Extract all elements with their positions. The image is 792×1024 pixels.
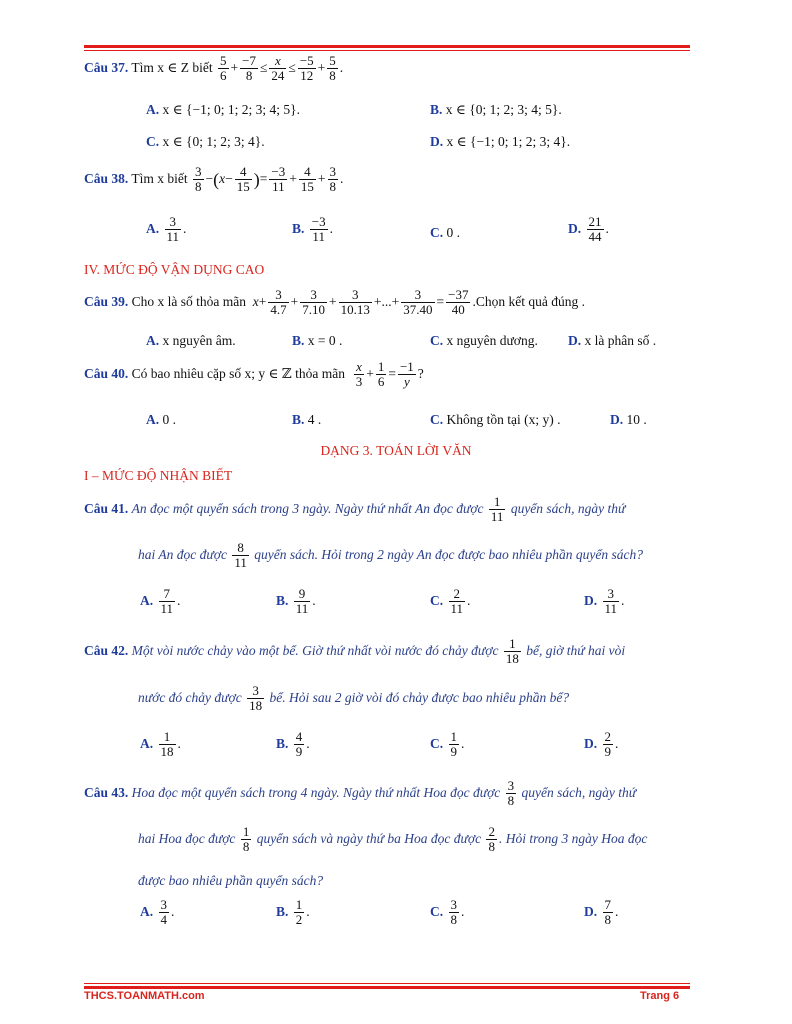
question-43-line-1: Câu 43. Hoa đọc một quyển sách trong 4 ngày. Ngày thứ nhất Hoa đọc được $\frac{3}{8}$ quyển sách, ngày thứ <box>84 778 637 809</box>
section-heading-iv: IV. MỨC ĐỘ VẬN DỤNG CAO <box>84 262 265 277</box>
q40-option-d[interactable]: D. 10 . <box>610 412 647 427</box>
q37-option-d[interactable]: D. x ∈ {−1; 0; 1; 2; 3; 4}. <box>430 134 571 149</box>
question-41-line-1: Câu 41. An đọc một quyển sách trong 3 ngày. Ngày thứ nhất An đọc được $\frac{1}{11}$ quyển sách, ngày thứ <box>84 494 626 525</box>
section-heading-dang-3: DẠNG 3. TOÁN LỜI VĂN <box>320 443 472 458</box>
q39-option-c[interactable]: C. x nguyên dương. <box>430 333 538 348</box>
q43-option-c[interactable]: C. $\frac{3}{8}$ . <box>430 897 465 928</box>
q39-option-b[interactable]: B. x = 0 . <box>292 333 343 348</box>
q41-option-d[interactable]: D. $\frac{3}{11}$ . <box>584 586 625 617</box>
question-41-line-2: hai An đọc được $\frac{8}{11}$ quyển sách. Hỏi trong 2 ngày An đọc được bao nhiêu phần quyển sách? <box>138 540 643 571</box>
question-40: Câu 40. Có bao nhiêu cặp số x; y ∈ ℤ thỏa mãn $\frac{x}{3}$ + $\frac{1}{6}$ = $\frac{-1}{y}$ ? <box>84 359 424 390</box>
q39-option-d[interactable]: D. x là phân số . <box>568 333 657 348</box>
q41-option-a[interactable]: A. $\frac{7}{11}$ . <box>140 586 181 617</box>
q41-option-b[interactable]: B. $\frac{9}{11}$ . <box>276 586 316 617</box>
q38-option-a[interactable]: A. $\frac{3}{11}$ . <box>146 214 187 245</box>
q40-option-b[interactable]: B. 4 . <box>292 412 322 427</box>
question-43-line-3: được bao nhiêu phần quyển sách? <box>138 873 324 888</box>
q40-option-a[interactable]: A. 0 . <box>146 412 176 427</box>
bottom-rule <box>84 986 690 989</box>
question-38: Câu 38. Tìm x biết $\frac{3}{8}$ −(x− $\frac{4}{15}$ )= $\frac{-3}{11}$ + $\frac{4}{15}$ + $\frac{3}{8}$ . <box>84 164 344 195</box>
q43-option-a[interactable]: A. $\frac{3}{4}$ . <box>140 897 175 928</box>
q37-option-a[interactable]: A. x ∈ {−1; 0; 1; 2; 3; 4; 5}. <box>146 102 300 117</box>
question-43-line-2: hai Hoa đọc được $\frac{1}{8}$ quyển sách và ngày thứ ba Hoa đọc được $\frac{2}{8}$ . Hỏi trong 3 ngày Hoa đọc <box>138 824 648 855</box>
section-heading-i: I – MỨC ĐỘ NHẬN BIẾT <box>84 468 233 483</box>
q41-option-c[interactable]: C. $\frac{2}{11}$ . <box>430 586 471 617</box>
q38-option-b[interactable]: B. $\frac{-3}{11}$ . <box>292 214 333 245</box>
q42-option-a[interactable]: A. $\frac{1}{18}$ . <box>140 729 181 760</box>
q42-option-b[interactable]: B. $\frac{4}{9}$ . <box>276 729 310 760</box>
q39-option-a[interactable]: A. x nguyên âm. <box>146 333 236 348</box>
q38-option-d[interactable]: D. $\frac{21}{44}$ . <box>568 214 609 245</box>
question-42-line-1: Câu 42. Một vòi nước chảy vào một bể. Giờ thứ nhất vòi nước đó chảy được $\frac{1}{18}$ bể, giờ thứ hai vòi <box>84 636 626 667</box>
top-rule <box>84 45 690 48</box>
top-rule-thin <box>84 50 690 51</box>
q37-option-c[interactable]: C. x ∈ {0; 1; 2; 3; 4}. <box>146 134 265 149</box>
footer-site[interactable]: THCS.TOANMATH.com <box>84 990 205 1002</box>
question-39: Câu 39. Cho x là số thỏa mãn x+ $\frac{3}{4.7}$ + $\frac{3}{7.10}$ + $\frac{3}{10.13}$ +...+ $\frac{3}{37.40}$ = $\frac{-37}{40}$ .Chọn kết quả đúng . <box>84 287 585 318</box>
q38-option-c[interactable]: C. 0 . <box>430 225 460 240</box>
question-37: Câu 37. Tìm x ∈ Z biết $\frac{5}{6}$ + $\frac{-7}{8}$ ≤ $\frac{x}{24}$ ≤ $\frac{-5}{12}$ + $\frac{5}{8}$ . <box>84 53 344 84</box>
question-42-line-2: nước đó chảy được $\frac{3}{18}$ bể. Hỏi sau 2 giờ vòi đó chảy được bao nhiêu phần bể? <box>138 683 570 714</box>
footer-page-number: Trang 6 <box>640 990 680 1002</box>
q43-option-b[interactable]: B. $\frac{1}{2}$ . <box>276 897 310 928</box>
q37-option-b[interactable]: B. x ∈ {0; 1; 2; 3; 4; 5}. <box>430 102 562 117</box>
q42-option-c[interactable]: C. $\frac{1}{9}$ . <box>430 729 465 760</box>
q43-option-d[interactable]: D. $\frac{7}{8}$ . <box>584 897 619 928</box>
bottom-rule-thin <box>84 983 690 984</box>
q40-option-c[interactable]: C. Không tồn tại (x; y) . <box>430 412 561 427</box>
q42-option-d[interactable]: D. $\frac{2}{9}$ . <box>584 729 619 760</box>
